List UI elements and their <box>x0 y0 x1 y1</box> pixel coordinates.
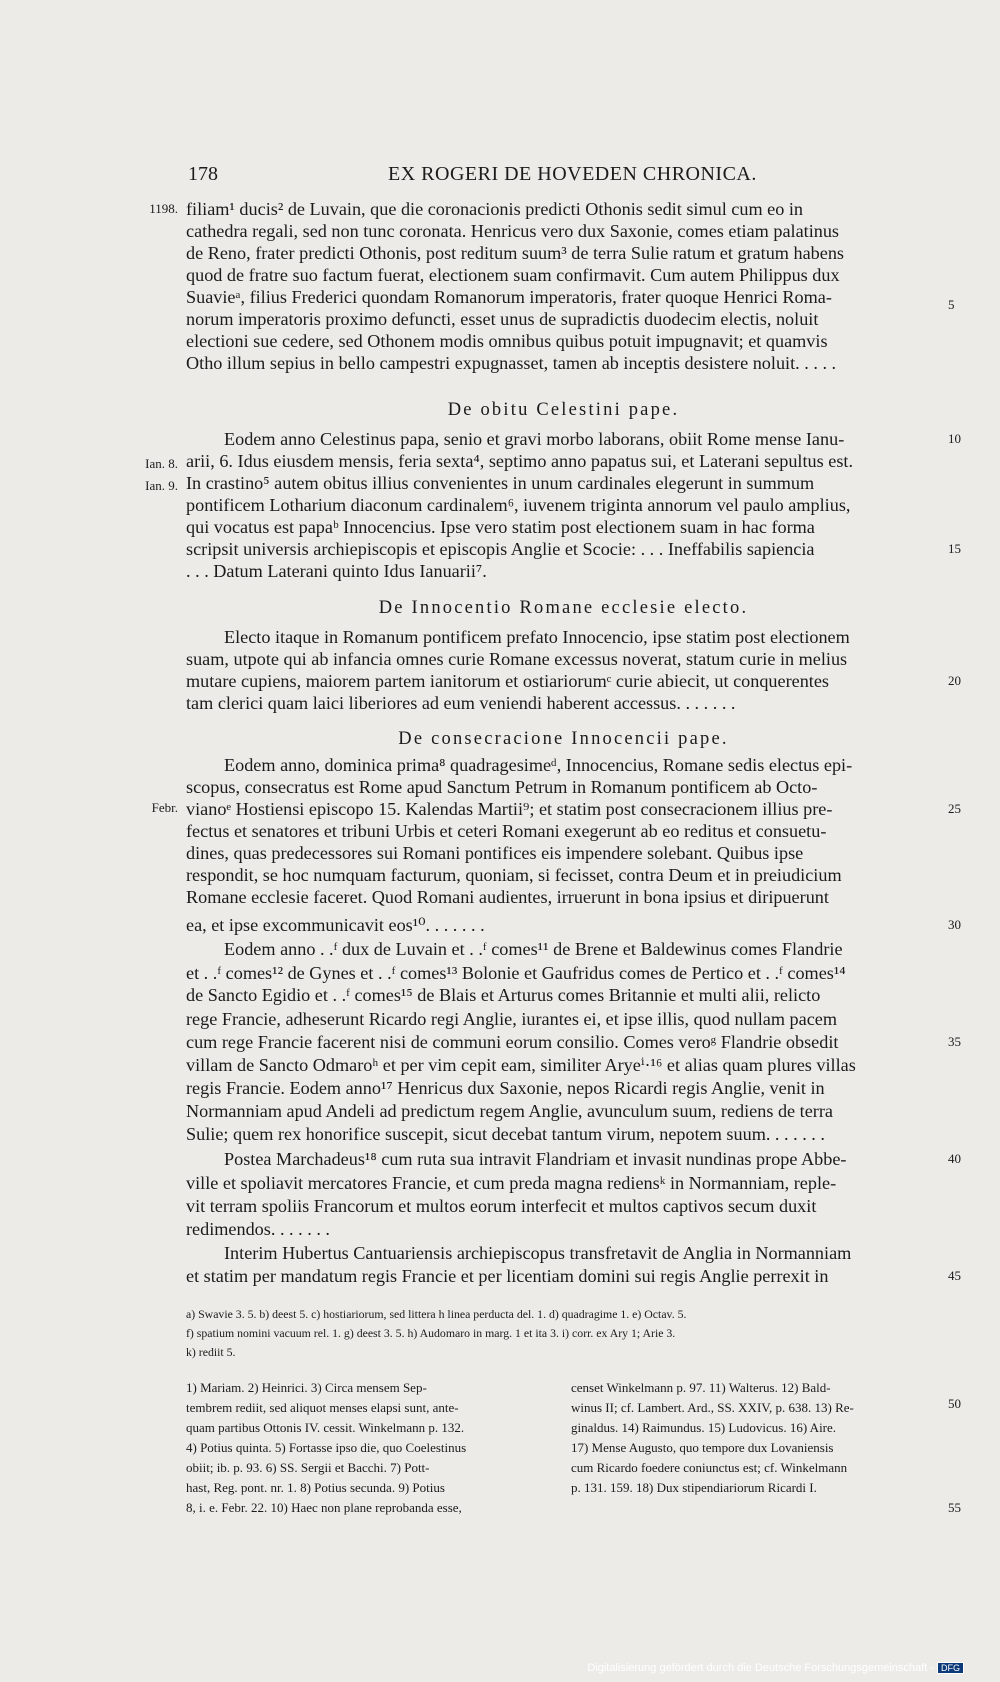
section-heading: De Innocentio Romane ecclesie electo. <box>378 598 749 618</box>
text-line: Postea Marchadeus¹⁸ cum ruta sua intravit Flandriam et invasit nundinas prope Abbe- <box>224 1149 847 1169</box>
footnote-line: 17) Mense Augusto, quo tempore dux Lovaniensis <box>571 1440 834 1455</box>
margin-note-jan9: Ian. 9. <box>145 478 178 493</box>
text-line: electioni sue cedere, sed Othonem modis omnibus quibus potuit impugnavit; et quamvis <box>186 331 828 351</box>
line-number: 55 <box>948 1500 961 1515</box>
footnote-line: ginaldus. 14) Raimundus. 15) Ludovicus. 16) Aire. <box>571 1420 837 1435</box>
margin-note-febr: Febr. <box>151 800 178 815</box>
text-line: Eodem anno, dominica prima⁸ quadragesimeᵈ, Innocencius, Romane sedis electus epi- <box>224 755 853 775</box>
text-line: cum rege Francie facerent nisi de communi eorum consilio. Comes veroᵍ Flandrie obsedit <box>186 1032 839 1052</box>
line-number: 15 <box>948 541 961 556</box>
text-line: Otho illum sepius in bello campestri expugnasset, tamen ab inceptis desistere noluit. . . . . <box>186 353 837 373</box>
text-line: qui vocatus est papaᵇ Innocencius. Ipse vero statim post electionem suam in hac forma <box>186 517 815 537</box>
text-line: ville et spoliavit mercatores Francie, et cum preda magna rediensᵏ in Normanniam, reple- <box>186 1173 837 1193</box>
text-line: et statim per mandatum regis Francie et per licentiam domini sui regis Anglie perrexit in <box>186 1266 829 1286</box>
text-line: suam, utpote qui ab infancia omnes curie Romane excessus noverat, statum curie in melius <box>186 649 848 669</box>
text-line: fectus et senatores et tribuni Urbis et ceteri Romani exegerunt ab eo reditus et consuetu- <box>186 821 827 841</box>
text-line: arii, 6. Idus eiusdem mensis, feria sexta⁴, septimo anno papatus sui, et Laterani sepultus est. <box>186 451 853 471</box>
text-line: scripsit universis archiepiscopis et episcopis Anglie et Scocie: . . . Ineffabilis sapiencia <box>186 539 815 559</box>
footnote-line: 8, i. e. Febr. 22. 10) Haec non plane reprobanda esse, <box>186 1500 462 1515</box>
footnote-line: tembrem rediit, sed aliquot menses elapsi sunt, ante- <box>186 1400 459 1415</box>
line-number: 40 <box>948 1151 961 1166</box>
line-number: 10 <box>948 431 961 446</box>
margin-note-jan8: Ian. 8. <box>145 456 178 471</box>
margin-note-year: 1198. <box>149 201 178 216</box>
line-number: 20 <box>948 673 961 688</box>
text-line: respondit, se hoc numquam facturum, quoniam, si fecisset, contra Deum et in preiudicium <box>186 865 842 885</box>
line-number: 30 <box>948 917 961 932</box>
text-line: de Reno, frater predicti Othonis, post reditum suum³ de terra Sulie ratum et gratum habens <box>186 243 845 263</box>
text-line: regis Francie. Eodem anno¹⁷ Henricus dux Saxonie, nepos Ricardi regis Anglie, venit in <box>186 1078 825 1098</box>
text-line: Eodem anno . .ᶠ dux de Luvain et . .ᶠ comes¹¹ de Brene et Baldewinus comes Flandrie <box>224 939 843 959</box>
text-line: mutare cupiens, maiorem partem ianitorum et ostiariorumᶜ curie abiecit, ut conquerentes <box>186 671 830 691</box>
line-number: 5 <box>948 297 955 312</box>
text-line: vit terram spoliis Francorum et multos eorum interfecit et multos captivos secum duxit <box>186 1196 817 1216</box>
text-line: filiam¹ ducis² de Luvain, que die coronacionis predicti Othonis sedit simul cum eo in <box>186 199 804 219</box>
text-line: rege Francie, adheserunt Ricardo regi Anglie, iurantes ei, et ipse illis, quod nullam pacem <box>186 1009 838 1029</box>
section-heading: De consecracione Innocencii pape. <box>398 729 729 749</box>
digitization-credit <box>587 1662 964 1674</box>
text-line: dines, quas predecessores sui Romani pontifices eis impendere solebant. Quibus ipse <box>186 843 804 863</box>
text-line: et . .ᶠ comes¹² de Gynes et . .ᶠ comes¹³ Bolonie et Gaufridus comes de Pertico et . .ᶠ comes¹⁴ <box>186 963 846 983</box>
footnote-line: obiit; ib. p. 93. 6) SS. Sergii et Bacchi. 7) Pott- <box>186 1460 430 1475</box>
text-line: In crastino⁵ autem obitus illius convenientes in unum cardinales elegerunt in summum <box>186 473 815 493</box>
section-heading: De obitu Celestini pape. <box>447 400 680 420</box>
text-line: Eodem anno Celestinus papa, senio et gravi morbo laborans, obiit Rome mense Ianu- <box>224 429 845 449</box>
dfg-logo: DFG <box>937 1662 964 1674</box>
text-line: Sulie; quem rex honorifice suscepit, sicut decebat tantum virum, nepotem suum. . . . . . . <box>186 1124 825 1144</box>
footnote-line: p. 131. 159. 18) Dux stipendiariorum Ricardi I. <box>571 1480 817 1495</box>
text-line: vianoᵉ Hostiensi episcopo 15. Kalendas Martii⁹; et statim post consecracionem illius pre- <box>186 799 833 819</box>
text-line: villam de Sancto Odmaroʰ et per vim cepit eam, similiter Aryeⁱ·¹⁶ et alias quam plures villas <box>186 1055 856 1075</box>
footnote-line: 4) Potius quinta. 5) Fortasse ipso die, quo Coelestinus <box>186 1440 467 1455</box>
footnote-line: censet Winkelmann p. 97. 11) Walterus. 12) Bald- <box>571 1380 831 1395</box>
text-line: Interim Hubertus Cantuariensis archiepiscopus transfretavit de Anglia in Normanniam <box>224 1243 852 1263</box>
textual-note: k) rediit 5. <box>186 1345 236 1359</box>
line-number: 35 <box>948 1034 961 1049</box>
line-number: 50 <box>948 1396 961 1411</box>
footnote-line: quam partibus Ottonis IV. cessit. Winkelmann p. 132. <box>186 1420 465 1435</box>
line-number: 25 <box>948 801 961 816</box>
text-line: norum imperatoris proximo defuncti, esset unus de supradictis duodecim electis, noluit <box>186 309 819 329</box>
text-line: Romane ecclesie faceret. Quod Romani audientes, irruerunt in bona ipsius et diripuerunt <box>186 887 829 907</box>
text-line: Electo itaque in Romanum pontificem prefato Innocencio, ipse statim post electionem <box>224 627 850 647</box>
line-number: 45 <box>948 1268 961 1283</box>
running-title: EX ROGERI DE HOVEDEN CHRONICA. <box>388 163 757 185</box>
text-line: redimendos. . . . . . . <box>186 1219 330 1239</box>
textual-note: a) Swavie 3. 5. b) deest 5. c) hostiariorum, sed littera h linea perducta del. 1. d) quadragime 1. e) Octav. 5. <box>186 1307 687 1321</box>
text-line: scopus, consecratus est Rome apud Sanctum Petrum in Romanum pontificem ab Octo- <box>186 777 818 797</box>
text-line: ea, et ipse excommunicavit eos¹⁰. . . . . . . <box>186 915 485 935</box>
credit-text: Digitalisierung gefördert durch die Deutsche Forschungsgemeinschaft - <box>587 1662 934 1674</box>
text-line: Normanniam apud Andeli ad predictum regem Anglie, avunculum suum, rediens de terra <box>186 1101 833 1121</box>
page-number: 178 <box>188 163 218 185</box>
footnote-line: cum Ricardo foedere coniunctus est; cf. Winkelmann <box>571 1460 848 1475</box>
text-line: de Sancto Egidio et . .ᶠ comes¹⁵ de Blais et Arturus comes Britannie et multi alii, relicto <box>186 985 821 1005</box>
footnote-line: winus II; cf. Lambert. Ard., SS. XXIV, p. 638. 13) Re- <box>571 1400 854 1415</box>
footnote-line: 1) Mariam. 2) Heinrici. 3) Circa mensem Sep- <box>186 1380 427 1395</box>
text-line: tam clerici quam laici liberiores ad eum veniendi haberent accessus. . . . . . . <box>186 693 736 713</box>
text-line: Suavieᵃ, filius Frederici quondam Romanorum imperatoris, frater quoque Henrici Roma- <box>186 287 832 307</box>
text-line: . . . Datum Laterani quinto Idus Ianuarii⁷. <box>186 561 487 581</box>
page-header <box>188 163 948 189</box>
text-line: cathedra regali, sed non tunc coronata. Henricus vero dux Saxonie, comes etiam palatinus <box>186 221 840 241</box>
textual-note: f) spatium nomini vacuum rel. 1. g) deest 3. 5. h) Audomaro in marg. 1 et ita 3. i) corr. ex Ary 1; Arie 3. <box>186 1326 676 1340</box>
footnote-line: hast, Reg. pont. nr. 1. 8) Potius secunda. 9) Potius <box>186 1480 445 1495</box>
text-line: quod de fratre suo factum fuerat, electionem suam confirmavit. Cum autem Philippus dux <box>186 265 840 285</box>
text-line: pontificem Lotharium diaconum cardinalem⁶, iuvenem triginta annorum vel paulo amplius, <box>186 495 851 515</box>
